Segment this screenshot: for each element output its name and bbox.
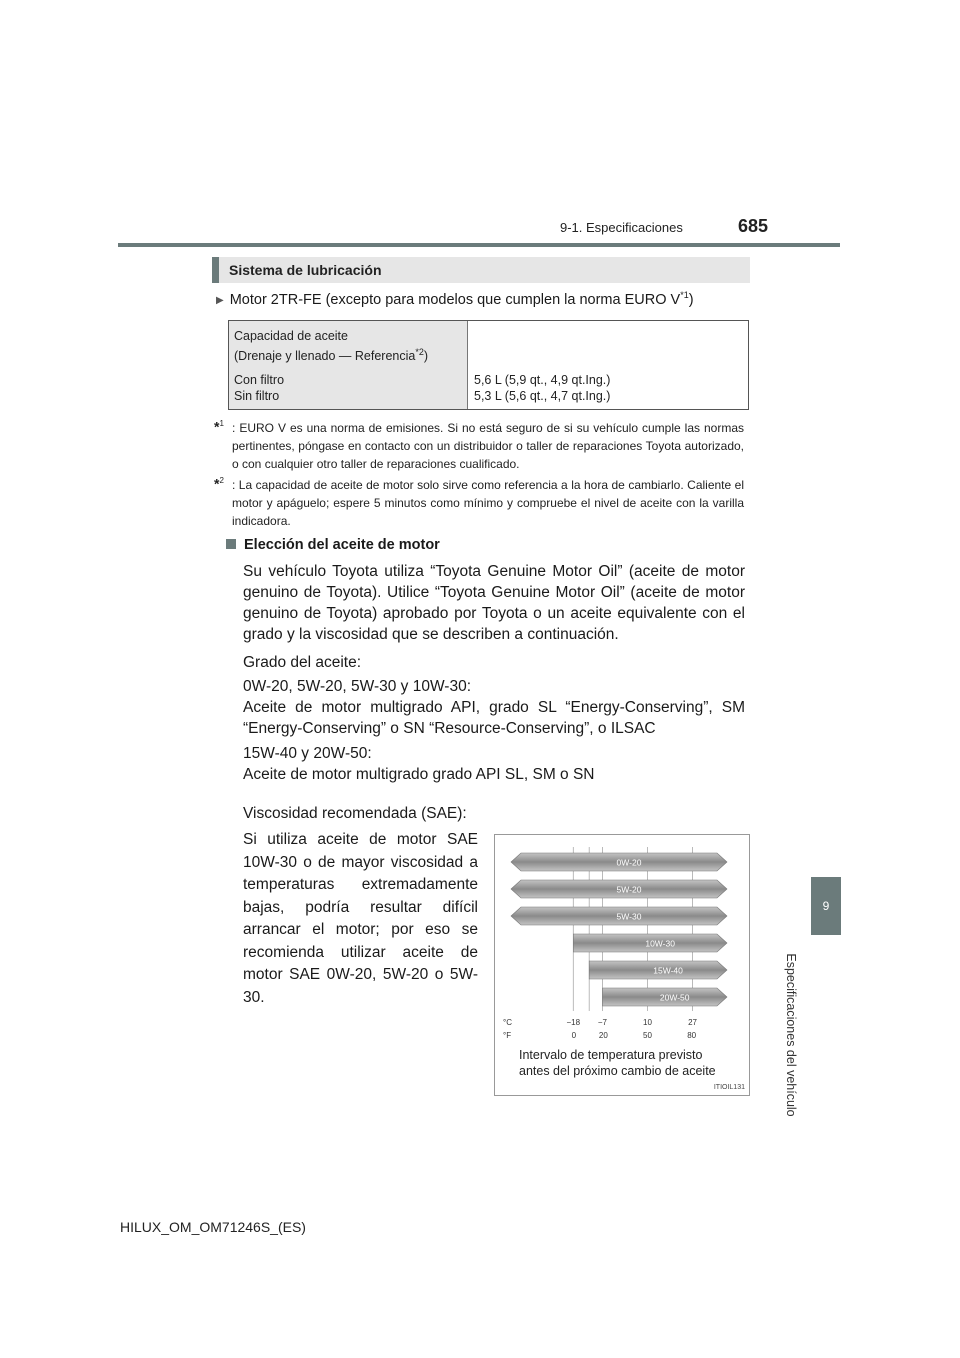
- viscosity-grade-label: 15W-40: [653, 965, 683, 976]
- viscosity-grade-label: 20W-50: [659, 992, 690, 1003]
- capacity-header-close: ): [423, 349, 429, 364]
- engine-heading-text: Motor 2TR-FE (excepto para modelos que cumplen la norma EURO V: [229, 291, 681, 308]
- tick-label-celsius: 27: [688, 1018, 698, 1027]
- oil-selection-heading-text: Elección del aceite de motor: [244, 537, 440, 553]
- capacity-row-value: 5,3 L (5,6 qt., 4,7 qt.Ing.): [474, 389, 611, 403]
- viscosity-grade-label: 10W-30: [645, 938, 675, 949]
- section-title-bar: [212, 257, 750, 283]
- oil-grade1-heading: 0W-20, 5W-20, 5W-30 y 10W-30:: [243, 678, 472, 695]
- header-divider: [118, 243, 840, 247]
- square-bullet-icon: [226, 539, 236, 549]
- footnote-star: *: [214, 418, 220, 435]
- footnote-1: [214, 418, 744, 473]
- viscosity-label: Viscosidad recomendada (SAE):: [243, 805, 467, 822]
- axis-unit-fahrenheit: °F: [503, 1031, 512, 1040]
- footnote-text: : La capacidad de aceite de motor solo sirve como referencia a la hora de cambiarlo. Caliente el motor y apáguelo; espere 5 minutos como mínimo y compruebe el nivel de aceite con la varilla indicadora.: [232, 478, 744, 528]
- viscosity-grade-label: 0W-20: [616, 857, 642, 868]
- footnote-star: *: [214, 475, 220, 492]
- axis-label-line1: Intervalo de temperatura previsto: [519, 1048, 703, 1062]
- tick-label-celsius: −7: [597, 1018, 608, 1027]
- oil-capacity-table: [228, 320, 749, 410]
- engine-heading: [216, 290, 694, 308]
- axis-label-line2: antes del próximo cambio de aceite: [519, 1064, 716, 1078]
- oil-selection-intro: Su vehículo Toyota utiliza “Toyota Genuine Motor Oil” (aceite de motor genuino de Toyota). Utilice “Toyota Genuine Motor Oil” (aceite de motor genuino de Toyota) aprobado por Toyota o un aceite equivalente con el grado y la viscosidad que se describen a continuación.: [243, 563, 745, 643]
- capacity-row-label: Sin filtro: [234, 389, 280, 403]
- oil-grade2-text: Aceite de motor multigrado grado API SL, SM o SN: [243, 766, 595, 783]
- engine-heading-ref: *1: [680, 290, 689, 300]
- document-code: HILUX_OM_OM71246S_(ES): [120, 1219, 306, 1235]
- capacity-header-line2: [234, 344, 428, 364]
- capacity-row-value: 5,6 L (5,9 qt., 4,9 qt.Ing.): [474, 373, 611, 387]
- capacity-header-line1: Capacidad de aceite: [234, 329, 348, 343]
- figure-code: ITIOIL131: [713, 1084, 745, 1091]
- footnote-number: 1: [219, 419, 224, 428]
- tick-label-fahrenheit: 80: [687, 1031, 697, 1040]
- triangle-bullet-icon: ▶: [216, 294, 224, 306]
- footnote-mark: [214, 472, 224, 493]
- engine-heading-close: ): [688, 291, 694, 308]
- section-title: Sistema de lubricación: [229, 262, 382, 278]
- capacity-header-text: (Drenaje y llenado — Referencia: [234, 349, 416, 364]
- oil-grade1-text: Aceite de motor multigrado API, grado SL “Energy-Conserving”, SM “Energy-Conserving” o SN “Resource-Conserving”, o ILSAC: [243, 699, 745, 737]
- viscosity-chart-svg: [495, 835, 749, 1095]
- capacity-header-ref: *2: [415, 347, 424, 357]
- viscosity-text: Si utiliza aceite de motor SAE 10W-30 o de mayor viscosidad a temperaturas extremadamente bajas, podría resultar difícil arrancar el motor; por eso se recomienda utilizar aceite de motor SAE 0W-20, 5W-20 o 5W-30.: [243, 831, 478, 1006]
- chapter-tab: 9: [811, 877, 841, 935]
- oil-grade2-heading: 15W-40 y 20W-50:: [243, 745, 372, 762]
- oil-selection-heading: [226, 537, 440, 553]
- tick-label-celsius: −18: [566, 1018, 581, 1027]
- footnote-2: [214, 475, 744, 530]
- capacity-label-column: [229, 321, 468, 409]
- section-reference: 9-1. Especificaciones: [560, 220, 683, 235]
- tick-label-fahrenheit: 0: [571, 1031, 577, 1040]
- capacity-row-label: Con filtro: [234, 373, 285, 387]
- viscosity-grade-label: 5W-20: [616, 884, 642, 895]
- oil-grade-label: Grado del aceite:: [243, 654, 362, 671]
- footnote-mark: [214, 415, 224, 436]
- page-number: 685: [738, 216, 769, 236]
- viscosity-grade-label: 5W-30: [616, 911, 642, 922]
- axis-unit-celsius: °C: [503, 1018, 512, 1027]
- viscosity-chart: [494, 834, 750, 1096]
- tick-label-celsius: 10: [643, 1018, 652, 1027]
- chapter-side-label-text: Especificaciones del vehículo: [784, 953, 798, 1117]
- footnote-text: : EURO V es una norma de emisiones. Si no está seguro de si su vehículo cumple las normas pertinentes, póngase en contacto con un distribuidor o taller de reparaciones Toyota autorizado, o con cualquier otro taller de reparaciones cualificado.: [232, 421, 744, 471]
- chapter-side-label: [778, 945, 804, 1125]
- tick-label-fahrenheit: 50: [643, 1031, 652, 1040]
- footnote-number: 2: [219, 476, 224, 485]
- tick-label-fahrenheit: 20: [598, 1031, 608, 1040]
